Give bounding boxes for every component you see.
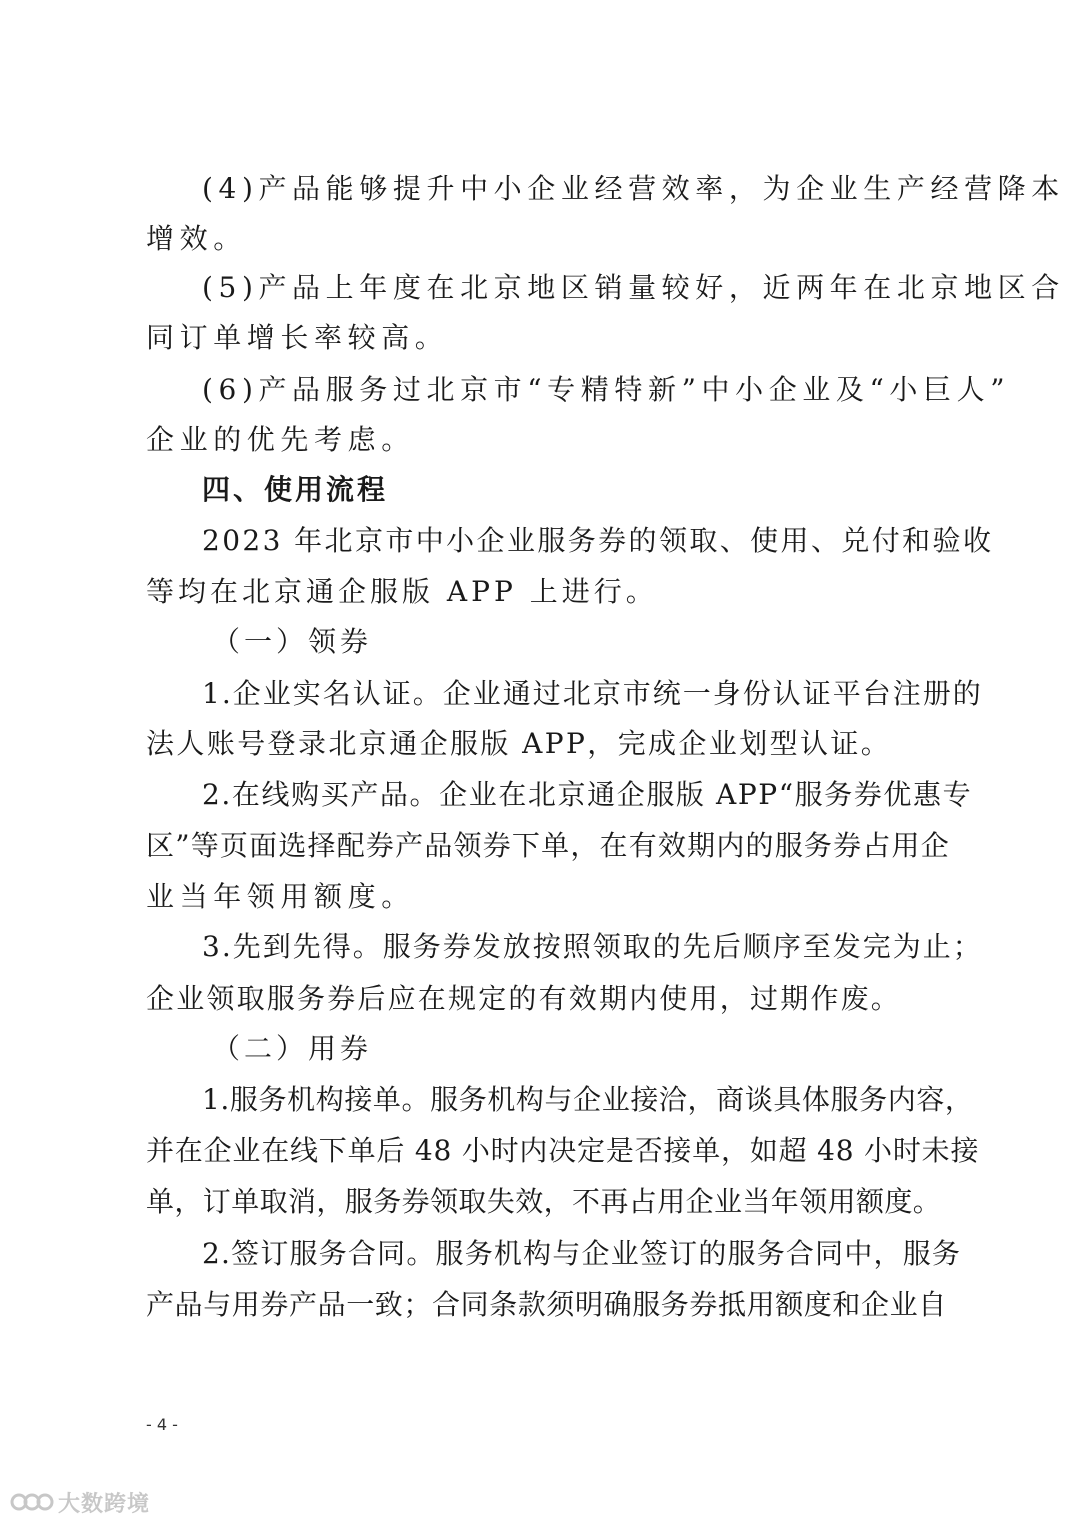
paragraph-line: 并在企业在线下单后 48 小时内决定是否接单，如超 48 小时未接	[146, 1134, 980, 1167]
paragraph-line: 企业领取服务券后应在规定的有效期内使用，过期作废。	[146, 982, 902, 1015]
paragraph-line: 2.在线购买产品。企业在北京通企服版 APP“服务券优惠专	[202, 778, 973, 811]
paragraph-line: 产品与用券产品一致；合同条款须明确服务券抵用额度和企业自	[146, 1288, 947, 1321]
paragraph-line: 区”等页面选择配券产品领券下单，在有效期内的服务券占用企	[146, 829, 950, 862]
subsection-heading: （二）用券	[212, 1032, 373, 1065]
subsection-heading: （一）领券	[212, 625, 373, 658]
section-heading: 四、使用流程	[202, 473, 389, 506]
paragraph-line: (6)产品服务过北京市“专精特新”中小企业及“小巨人”	[202, 373, 1011, 406]
paragraph-line: 1.企业实名认证。企业通过北京市统一身份认证平台注册的	[202, 677, 983, 710]
page-number: - 4 -	[146, 1415, 178, 1434]
paragraph-line: (5)产品上年度在北京地区销量较好，近两年在北京地区合	[202, 271, 1065, 304]
paragraph-line: 法人账号登录北京通企服版 APP，完成企业划型认证。	[146, 727, 892, 760]
paragraph-line: 增效。	[146, 222, 247, 255]
paragraph-line: 业当年领用额度。	[146, 880, 415, 913]
paragraph-line: 等均在北京通企服版 APP 上进行。	[146, 575, 658, 608]
paragraph-line: 同订单增长率较高。	[146, 321, 449, 354]
paragraph-line: 2023 年北京市中小企业服务券的领取、使用、兑付和验收	[202, 524, 994, 557]
paragraph-line: 1.服务机构接单。服务机构与企业接洽，商谈具体服务内容，	[202, 1083, 974, 1116]
watermark-logo-icon	[10, 1489, 54, 1515]
paragraph-line: 2.签订服务合同。服务机构与企业签订的服务合同中，服务	[202, 1237, 962, 1270]
watermark-text: 大数跨境	[58, 1491, 151, 1517]
paragraph-line: 3.先到先得。服务券发放按照领取的先后顺序至发完为止；	[202, 930, 983, 963]
paragraph-line: (4)产品能够提升中小企业经营效率，为企业生产经营降本	[202, 172, 1065, 205]
watermark	[10, 1487, 150, 1517]
paragraph-line: 单，订单取消，服务券领取失效，不再占用企业当年领用额度。	[146, 1185, 942, 1218]
paragraph-line: 企业的优先考虑。	[146, 423, 415, 456]
